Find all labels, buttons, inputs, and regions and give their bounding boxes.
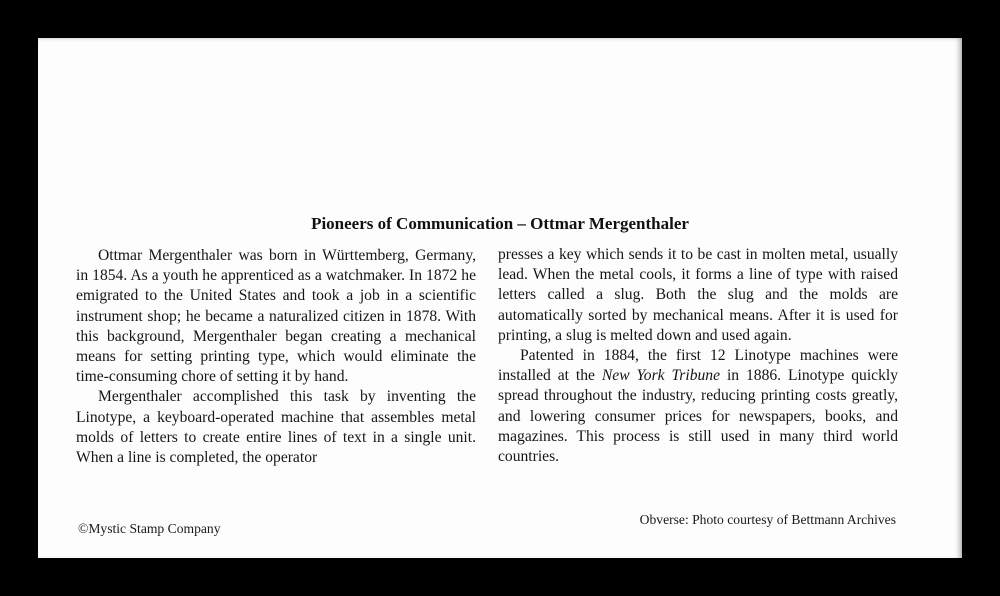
left-column — [76, 246, 476, 468]
patent-text-start: Patented in 1884, the first 12 Linotype machines were installed at the — [498, 347, 898, 385]
paragraph-patent — [498, 346, 898, 467]
page-title: Pioneers of Communication – Ottmar Mergenthaler — [311, 214, 689, 233]
newspaper-name: New York Tribune — [601, 367, 721, 385]
paragraph-birth: Ottmar Mergenthaler was born in Württemberg, Germany, in 1854. As a youth he apprenticed as a watchmaker. In 1872 he emigrated to the United States and took a job in a scientific instrument shop; he became a naturalized citizen in 1878. With this background, Mergenthaler began creating a mechanical means for setting printing type, which would eliminate the time-consuming chore of setting it by hand. — [76, 247, 476, 386]
paragraph-casting: presses a key which sends it to be cast in molten metal, usually lead. When the metal cools, it forms a line of type with raised letters called a slug. Both the slug and the molds are automatically sorted by mechanical means. After it is used for printing, a slug is melted down and used again. — [498, 246, 898, 344]
copyright-notice: ©Mystic Stamp Company — [78, 521, 221, 536]
right-column — [498, 245, 898, 467]
photo-credit: Obverse: Photo courtesy of Bettmann Archives — [639, 512, 896, 527]
paragraph-linotype: Mergenthaler accomplished this task by inventing the Linotype, a keyboard-operated machine that assembles metal molds of letters to create entire lines of text in a single unit. When a line is completed, the operator — [76, 388, 476, 467]
patent-text-end: in 1886. Linotype quickly spread throughout the industry, reducing printing costs greatly, and lowering consumer prices for newspapers, books, and magazines. This process is still used in many third world countries. — [498, 367, 898, 466]
cover-card — [38, 38, 962, 558]
